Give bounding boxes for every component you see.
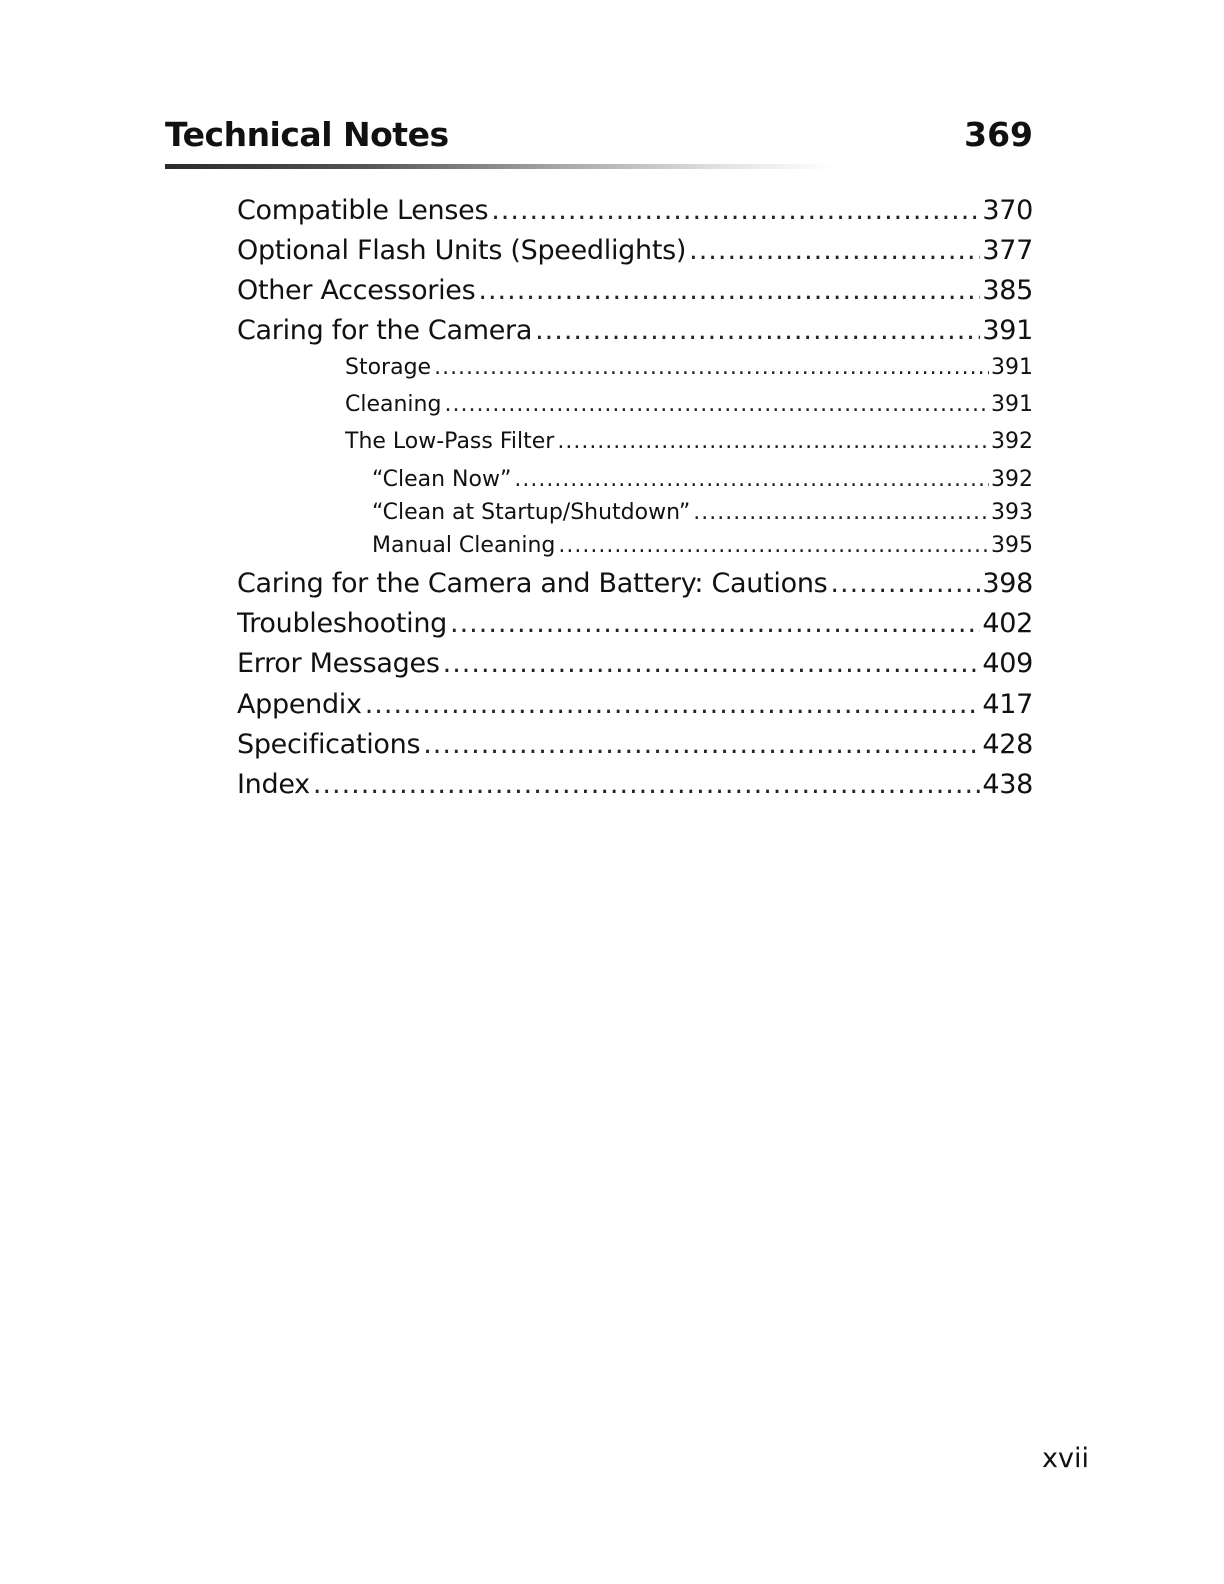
toc-entry-page: 392	[991, 429, 1033, 454]
toc-entry-label: Caring for the Camera	[237, 315, 533, 346]
toc-entry-label: Storage	[345, 355, 432, 380]
toc-leader-dots	[689, 233, 980, 269]
toc-leader-dots	[365, 687, 981, 723]
toc-entry-page: 391	[991, 355, 1033, 380]
toc-entry-label: “Clean Now”	[372, 467, 512, 492]
toc-entry-clean-now[interactable]	[372, 465, 1033, 495]
toc-entry-optional-flash-units[interactable]	[237, 233, 1033, 269]
page-folio: xvii	[1042, 1443, 1089, 1474]
toc-entry-page: 393	[991, 500, 1033, 525]
toc-entry-page: 385	[982, 275, 1033, 306]
toc-leader-dots	[557, 426, 989, 458]
toc-leader-dots	[443, 646, 981, 682]
toc-entry-label: Cleaning	[345, 392, 442, 417]
toc-entry-label: Other Accessories	[237, 275, 476, 306]
toc-entry-label: Appendix	[237, 689, 362, 720]
toc-entry-page: 391	[991, 392, 1033, 417]
toc-entry-compatible-lenses[interactable]	[237, 193, 1033, 229]
toc-entry-storage[interactable]	[345, 352, 1033, 384]
toc-entry-page: 417	[982, 689, 1033, 720]
toc-leader-dots	[535, 313, 980, 349]
section-page-number: 369	[964, 115, 1033, 154]
toc-entry-label: Caring for the Camera and Battery: Cautions	[237, 568, 828, 599]
toc-entry-label: Optional Flash Units (Speedlights)	[237, 235, 687, 266]
toc-entry-label: Index	[237, 769, 310, 800]
toc-leader-dots	[423, 727, 980, 763]
toc-entry-low-pass-filter[interactable]	[345, 426, 1033, 458]
toc-leader-dots	[514, 465, 989, 495]
section-header	[165, 112, 1033, 162]
toc-leader-dots	[444, 389, 989, 421]
toc-entry-cleaning[interactable]	[345, 389, 1033, 421]
toc-entry-label: Error Messages	[237, 648, 440, 679]
toc-entry-page: 391	[982, 315, 1033, 346]
toc-entry-label: “Clean at Startup/Shutdown”	[372, 500, 691, 525]
toc-entry-page: 377	[982, 235, 1033, 266]
toc-entry-error-messages[interactable]	[237, 646, 1033, 682]
toc-entry-clean-at-startup-shutdown[interactable]	[372, 498, 1033, 528]
toc-leader-dots	[693, 498, 989, 528]
toc-leader-dots	[434, 352, 989, 384]
toc-entry-appendix[interactable]	[237, 687, 1033, 723]
toc-entry-label: Troubleshooting	[237, 608, 447, 639]
toc-leader-dots	[450, 606, 980, 642]
toc-leader-dots	[478, 273, 980, 309]
toc-entry-page: 392	[991, 467, 1033, 492]
toc-entry-page: 409	[982, 648, 1033, 679]
toc-entry-caring-for-the-camera[interactable]	[237, 313, 1033, 349]
toc-entry-page: 370	[982, 195, 1033, 226]
toc-entry-page: 428	[982, 729, 1033, 760]
toc-leader-dots	[558, 531, 989, 561]
toc-entry-page: 395	[991, 533, 1033, 558]
toc-entry-page: 398	[982, 568, 1033, 599]
section-title: Technical Notes	[165, 115, 449, 154]
toc-entry-page: 402	[982, 608, 1033, 639]
toc-leader-dots	[491, 193, 980, 229]
toc-entry-page: 438	[982, 769, 1033, 800]
toc-entry-troubleshooting[interactable]	[237, 606, 1033, 642]
toc-leader-dots	[830, 566, 980, 602]
toc-entry-label: Specifications	[237, 729, 421, 760]
toc-entry-specifications[interactable]	[237, 727, 1033, 763]
toc-entry-label: Manual Cleaning	[372, 533, 556, 558]
toc-entry-other-accessories[interactable]	[237, 273, 1033, 309]
header-rule	[165, 164, 835, 169]
toc-entry-label: Compatible Lenses	[237, 195, 489, 226]
toc-entry-manual-cleaning[interactable]	[372, 531, 1033, 561]
toc-leader-dots	[313, 767, 981, 803]
toc-entry-label: The Low-Pass Filter	[345, 429, 555, 454]
toc-entry-camera-battery-cautions[interactable]	[237, 566, 1033, 602]
toc-entry-index[interactable]	[237, 767, 1033, 803]
